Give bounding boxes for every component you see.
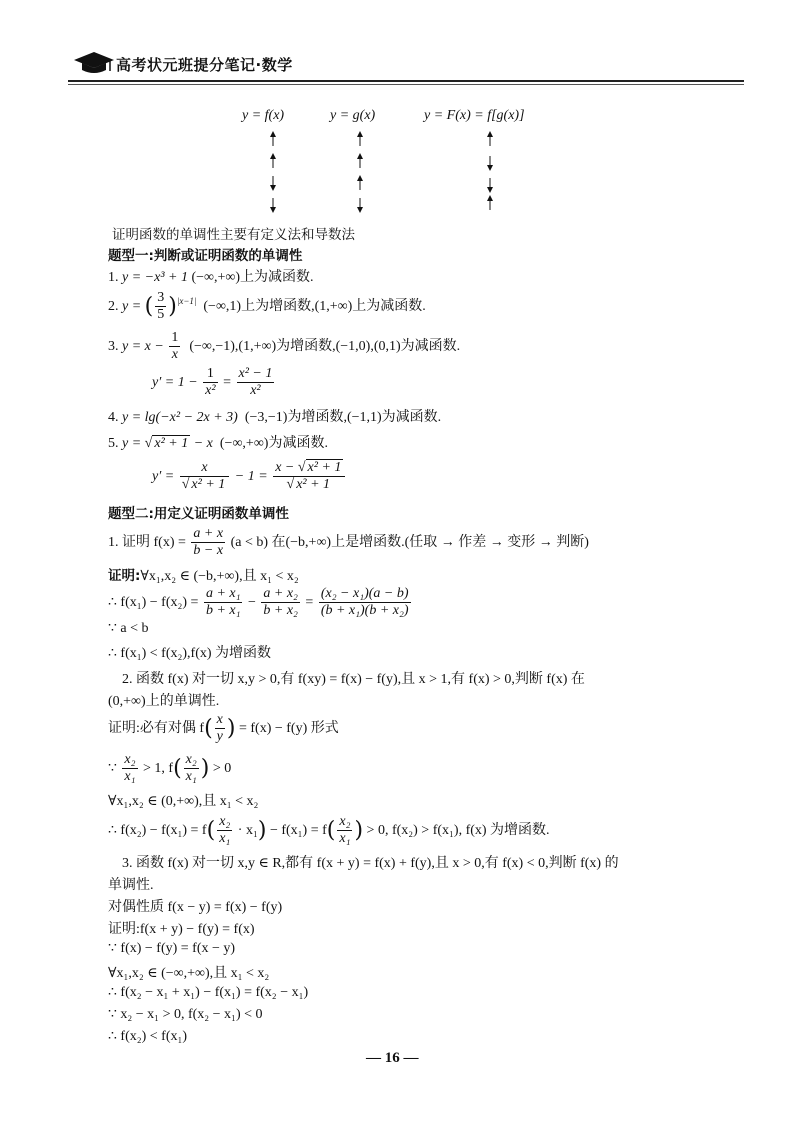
s1-item1: 1. y = −x³ + 1 (−∞,+∞)上为减函数. bbox=[108, 270, 314, 285]
s2-p2-because: ∵ $\frac{\text{x₂}}{\text{x₁}}$ > 1, f( $\frac{\text{x₂}}{\text{x₁}}$ ) > 0 bbox=[108, 752, 232, 785]
s2-p1-statement: 1. 证明 f(x) = $\frac{a + x}{b - x}$ (a < b) 在(−b,+∞)上是增函数.(任取 → 作差 → 变形 → 判断) bbox=[108, 526, 589, 559]
s1-item3: 3. y = x − $\frac{1}{x}$ (−∞,−1),(1,+∞)为增函数,(−1,0),(0,1)为减函数. bbox=[108, 330, 461, 363]
s2-p3-step: ∵ f(x) − f(y) = f(x − y) bbox=[108, 941, 236, 956]
s2-p3-step: 证明:f(x + y) − f(y) = f(x) bbox=[108, 922, 255, 937]
s1-item5-derivative: y′ = $\frac{x}{\text{√ x² + 1}}$ − 1 = $\frac{\text{x − √ x² + 1}}{\text{√ x² + 1}}$ bbox=[152, 460, 347, 493]
s2-p1-therefore: ∴ f(x₁) < f(x₂),f(x) 为增函数 bbox=[108, 646, 272, 661]
s2-p3-line1: 3. 函数 f(x) 对一切 x,y ∈ R,都有 f(x + y) = f(x) + f(y),且 x > 0,有 f(x) < 0,判断 f(x) 的 bbox=[122, 856, 619, 871]
intro-text: 证明函数的单调性主要有定义法和导数法 bbox=[112, 227, 355, 243]
section1-title: 题型一:判断或证明函数的单调性 bbox=[108, 248, 303, 264]
s2-p2-proof: 证明:必有对偶 f( $\frac{x}{y}$ ) = f(x) − f(y) 形式 bbox=[108, 712, 339, 745]
s2-p2-therefore: ∴ f(x₂) − f(x₁) = f( $\frac{\text{x₂}}{\text{x₁}}$ · x₁) − f(x₁) = f( $\frac{\text{x₂}}{\text{x₁}}$ ) > 0, f(x₂) > f(x₁), f(x) 为增函数. bbox=[108, 814, 550, 847]
s1-item4: 4. y = lg(−x² − 2x + 3) (−3,−1)为增函数,(−1,1)为减函数. bbox=[108, 410, 442, 425]
diagram-label-g: y = g(x) bbox=[330, 108, 376, 123]
s2-p3-step: 对偶性质 f(x − y) = f(x) − f(y) bbox=[108, 900, 283, 915]
s2-p3-step: ∴ f(x₂ − x₁ + x₁) − f(x₁) = f(x₂ − x₁) bbox=[108, 985, 309, 1000]
page-number: — 16 — bbox=[366, 1050, 419, 1066]
s2-p2-line2: (0,+∞)上的单调性. bbox=[108, 694, 220, 709]
diagram-label-f: y = f(x) bbox=[242, 108, 285, 123]
section2-title: 题型二:用定义证明函数单调性 bbox=[108, 506, 289, 522]
s1-item5: 5. y = √ x² + 1 − x (−∞,+∞)为减函数. bbox=[108, 436, 328, 451]
s1-item3-derivative: y′ = 1 − $\frac{1}{\text{x²}}$ = $\frac{\text{x² − 1}}{\text{x²}}$ bbox=[152, 366, 273, 399]
header-title: 高考状元班提分笔记·数学 bbox=[116, 56, 293, 74]
diagram-arrows bbox=[0, 0, 800, 220]
s2-p2-line1: 2. 函数 f(x) 对一切 x,y > 0,有 f(xy) = f(x) − f(y),且 x > 1,有 f(x) > 0,判断 f(x) 在 bbox=[122, 672, 585, 687]
s2-p3-step: ∵ x₂ − x₁ > 0, f(x₂ − x₁) < 0 bbox=[108, 1007, 263, 1022]
s2-p3-line2: 单调性. bbox=[108, 878, 154, 893]
s2-p1-difference: ∴ f(x₁) − f(x₂) = $\frac{\text{a + x₁}}{\text{b + x₁}}$ − $\frac{\text{a + x₂}}{\text{b + x₂}}$ = $\frac{\text{(x₂ − x₁)(a − b)}}{\text{(b + x₁)(b + x₂)}}$ bbox=[108, 586, 409, 619]
s2-p3-step: ∀x₁,x₂ ∈ (−∞,+∞),且 x₁ < x₂ bbox=[108, 966, 270, 981]
s2-p2-forall: ∀x₁,x₂ ∈ (0,+∞),且 x₁ < x₂ bbox=[108, 794, 259, 809]
diagram-label-F: y = F(x) = f[g(x)] bbox=[424, 108, 525, 123]
s2-p1-because: ∵ a < b bbox=[108, 621, 149, 636]
s1-item2: 2. y = ( $\frac{3}{5}$ )$^{|x-1|}$ (−∞,1)上为增函数,(1,+∞)上为减函数. bbox=[108, 290, 426, 323]
s2-p1-proof: 证明:∀x₁,x₂ ∈ (−b,+∞),且 x₁ < x₂ bbox=[108, 568, 299, 584]
s2-p3-step: ∴ f(x₂) < f(x₁) bbox=[108, 1029, 188, 1044]
